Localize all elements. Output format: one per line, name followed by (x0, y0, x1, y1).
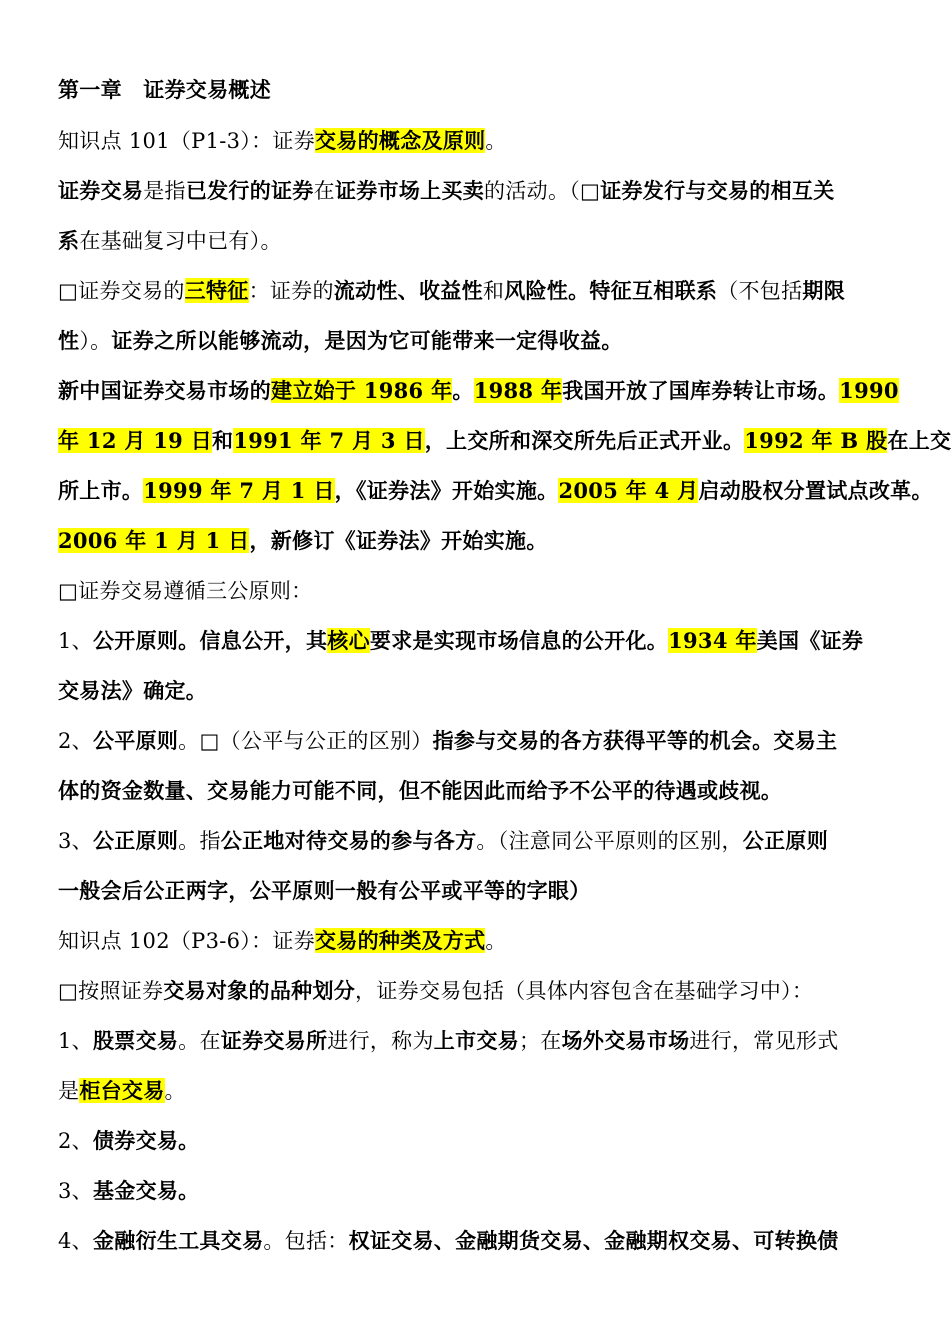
text-line (58, 766, 892, 816)
text-line (58, 866, 892, 916)
text-segment: □证券交易的 (58, 279, 185, 303)
text-line (58, 116, 892, 166)
text-line (58, 666, 892, 716)
text-segment: 和 (212, 428, 234, 453)
highlighted-text: 柜台交易 (79, 1078, 165, 1103)
highlighted-text: 2006 年 1 月 1 日 (58, 528, 250, 553)
text-segment: ，新修订《证券法》开始实施。 (249, 528, 548, 553)
text-line (58, 916, 892, 966)
text-segment: 债券交易。 (92, 1128, 200, 1153)
text-line (58, 366, 899, 416)
text-segment: 证券市场上买卖 (334, 178, 485, 203)
text-segment: 2、 (58, 729, 93, 753)
text-segment: ）。 (79, 329, 112, 353)
text-segment: 风险性。特征互相联系 (504, 278, 718, 303)
text-segment: 。 (485, 129, 507, 153)
text-line (58, 616, 892, 666)
highlighted-text: 1992 年 B 股 (744, 428, 888, 453)
text-segment: 。 (452, 378, 474, 403)
text-segment: 已发行的证券 (185, 178, 314, 203)
text-segment: 。包括： (263, 1229, 349, 1253)
text-segment: 美国《证券 (756, 628, 864, 653)
text-segment: 。□（公平与公正的区别） (178, 729, 433, 753)
text-segment: 交易法》确定。 (58, 678, 208, 703)
text-segment: 和 (482, 279, 505, 303)
text-line (58, 166, 892, 216)
text-segment: 基金交易。 (92, 1178, 200, 1203)
highlighted-text: 建立始于 1986 年 (271, 378, 453, 403)
text-segment: 进行，称为 (327, 1029, 434, 1053)
text-segment: 。 (164, 1079, 186, 1103)
text-segment: ，证券交易包括（具体内容包含在基础学习中）： (355, 979, 814, 1003)
text-line (58, 316, 892, 366)
text-segment: 1、 (58, 1029, 93, 1053)
text-line (58, 966, 892, 1016)
text-segment: 是 (58, 1079, 80, 1103)
text-segment: 系 (58, 228, 80, 253)
text-line (58, 1166, 892, 1216)
text-line (58, 466, 933, 516)
text-segment: 交易对象的品种划分 (163, 978, 356, 1003)
text-segment: 在 (313, 179, 335, 203)
text-segment: 指参与交易的各方获得平等的机会。交易主 (432, 728, 838, 753)
text-segment: 证券交易所 (220, 1028, 328, 1053)
text-segment: 知识点 102（P3-6）：证券 (58, 929, 316, 953)
text-segment: 所上市。 (58, 478, 144, 503)
text-line (58, 566, 892, 616)
text-segment: 在上交 (887, 428, 951, 453)
text-segment: 一般会后公正两字，公平原则一般有公平或平等的字眼） (58, 878, 591, 903)
text-segment: 在基础复习中已有）。 (79, 229, 282, 253)
text-segment: 权证交易、金融期货交易、金融期权交易、可转换债 (348, 1228, 839, 1253)
text-line (58, 1216, 892, 1266)
text-segment: 新中国证券交易市场的 (58, 378, 271, 403)
text-segment: 股票交易 (92, 1028, 179, 1053)
text-segment: 上市交易 (433, 1028, 519, 1053)
text-segment: （不包括 (717, 279, 803, 303)
text-line (58, 416, 951, 466)
text-segment: 证券发行与交易的相互关 (600, 178, 835, 203)
text-segment: 公正地对待交易的参与各方 (220, 828, 477, 853)
text-segment: 进行，常见形式 (689, 1029, 839, 1053)
text-line (58, 216, 892, 266)
text-segment: 要求是实现市场信息的公开化。 (369, 628, 669, 653)
highlighted-text: 1934 年 (668, 628, 757, 653)
highlighted-text: 交易的概念及原则 (315, 128, 486, 153)
text-segment: 。 (485, 929, 507, 953)
text-line (58, 516, 892, 566)
text-segment: 我国开放了国库券转让市场。 (562, 378, 840, 403)
text-segment: ：证券的 (248, 279, 334, 303)
text-segment: 场外交易市场 (561, 1028, 690, 1053)
chapter-title (58, 70, 892, 110)
text-segment: 证券之所以能够流动，是因为它可能带来一定得收益。 (111, 328, 623, 353)
text-segment: 。（注意同公平原则的区别， (476, 829, 743, 853)
highlighted-text: 1991 年 7 月 3 日 (233, 428, 425, 453)
text-segment: 的活动。（□ (484, 179, 601, 203)
text-line (58, 1066, 892, 1116)
text-segment: 。指 (178, 829, 221, 853)
text-line (58, 816, 892, 866)
highlighted-text: 三特征 (184, 278, 249, 303)
text-line (58, 1016, 892, 1066)
text-segment: 3、 (58, 1179, 93, 1203)
highlighted-text: 核心 (327, 628, 370, 653)
text-segment: 。在 (178, 1029, 221, 1053)
text-segment: □按照证券 (58, 979, 164, 1003)
text-segment: 知识点 101（P1-3）：证券 (58, 129, 316, 153)
text-segment: 证券交易 (58, 178, 144, 203)
text-segment: 公平原则 (92, 728, 179, 753)
highlighted-text: 交易的种类及方式 (315, 928, 486, 953)
text-segment: □证券交易遵循三公原则： (58, 579, 313, 603)
text-segment: 1、 (58, 629, 93, 653)
highlighted-text: 1990 (839, 378, 899, 403)
text-segment: ，《证券法》开始实施。 (334, 478, 559, 503)
text-line (58, 1116, 892, 1166)
text-segment: ，上交所和深交所先后正式开业。 (424, 428, 745, 453)
highlighted-text: 年 12 月 19 日 (58, 428, 212, 453)
text-segment: 公开原则。信息公开，其 (92, 628, 328, 653)
text-segment: 性 (58, 328, 80, 353)
text-segment: ；在 (518, 1029, 562, 1053)
text-segment: 启动股权分置试点改革。 (698, 478, 933, 503)
text-segment: 流动性、收益性 (333, 278, 483, 303)
text-segment: 3、 (58, 829, 93, 853)
text-line (58, 266, 892, 316)
text-segment: 2、 (58, 1129, 93, 1153)
text-line (58, 716, 892, 766)
text-segment: 金融衍生工具交易 (92, 1228, 264, 1253)
text-segment: 公正原则 (92, 828, 179, 853)
text-segment: 4、 (58, 1229, 93, 1253)
highlighted-text: 1999 年 7 月 1 日 (143, 478, 335, 503)
text-segment: 体的资金数量、交易能力可能不同，但不能因此而给予不公平的待遇或歧视。 (58, 778, 783, 803)
highlighted-text: 1988 年 (473, 378, 563, 403)
text-segment: 公正原则 (742, 828, 828, 853)
text-segment: 第一章 证券交易概述 (58, 77, 271, 102)
text-segment: 期限 (802, 278, 845, 303)
text-segment: 是指 (143, 179, 186, 203)
highlighted-text: 2005 年 4 月 (558, 478, 699, 503)
